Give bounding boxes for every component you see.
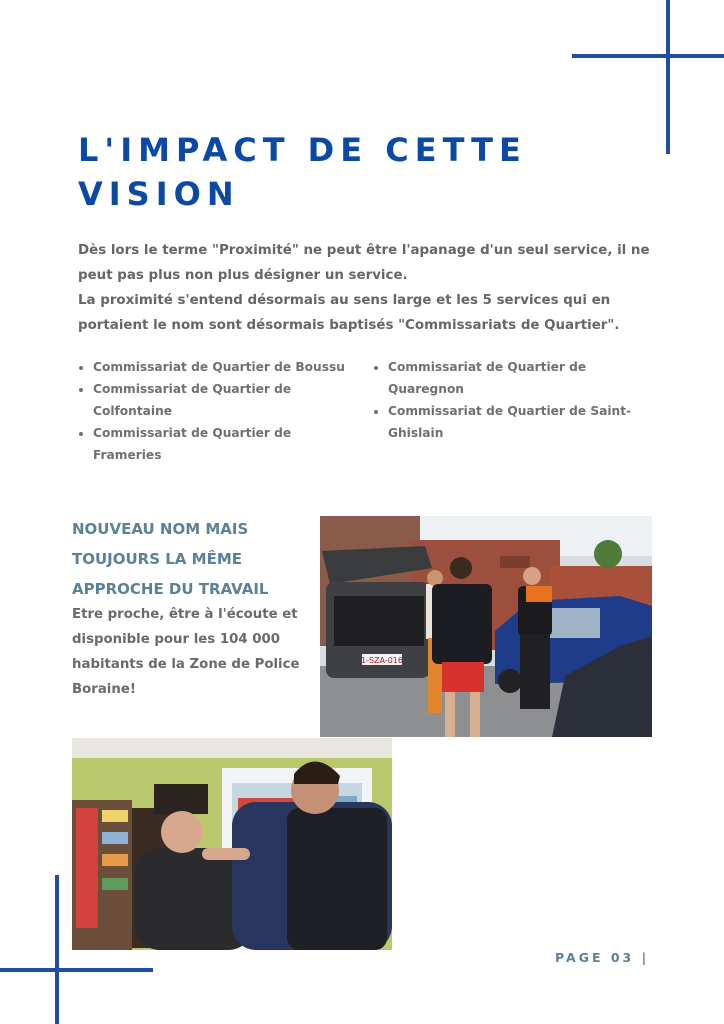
photo-shop-scene — [72, 738, 392, 950]
list-item: • Commissariat de Quartier de Quaregnon — [388, 356, 658, 400]
list-item: • Commissariat de Quartier de Saint-Ghislain — [388, 400, 658, 444]
title-line-2: VISION — [78, 175, 240, 213]
services-list-left — [77, 356, 363, 466]
title-line-1: L'IMPACT DE CETTE — [78, 131, 527, 169]
photo-street-scene — [320, 516, 652, 737]
services-list-right — [372, 356, 658, 444]
list-item: • Commissariat de Quartier de Colfontaine — [93, 378, 363, 422]
license-plate: 1-SZA-016 — [361, 656, 403, 665]
top-right-horizontal-line — [572, 54, 724, 58]
intro-text — [78, 238, 658, 338]
section-heading: NOUVEAU NOM MAIS TOUJOURS LA MÊME APPROCHE DU TRAVAIL — [72, 520, 269, 598]
bottom-left-vertical-line — [55, 875, 59, 1024]
list-item: • Commissariat de Quartier de Frameries — [93, 422, 363, 466]
page-number: PAGE 03 | — [555, 950, 650, 965]
section-text: Etre proche, être à l'écoute et disponible pour les 104 000 habitants de la Zone de Police Boraine! — [72, 607, 300, 697]
intro-paragraph-2: La proximité s'entend désormais au sens large et les 5 services qui en portaient le nom sont désormais baptisés "Commissariats de Quartier". — [78, 293, 620, 333]
intro-paragraph-1: Dès lors le terme "Proximité" ne peut être l'apanage d'un seul service, il ne peut pas plus non plus désigner un service. — [78, 243, 650, 283]
list-item: • Commissariat de Quartier de Boussu — [93, 356, 363, 378]
bottom-left-horizontal-line — [0, 968, 153, 972]
page-title — [78, 128, 678, 216]
